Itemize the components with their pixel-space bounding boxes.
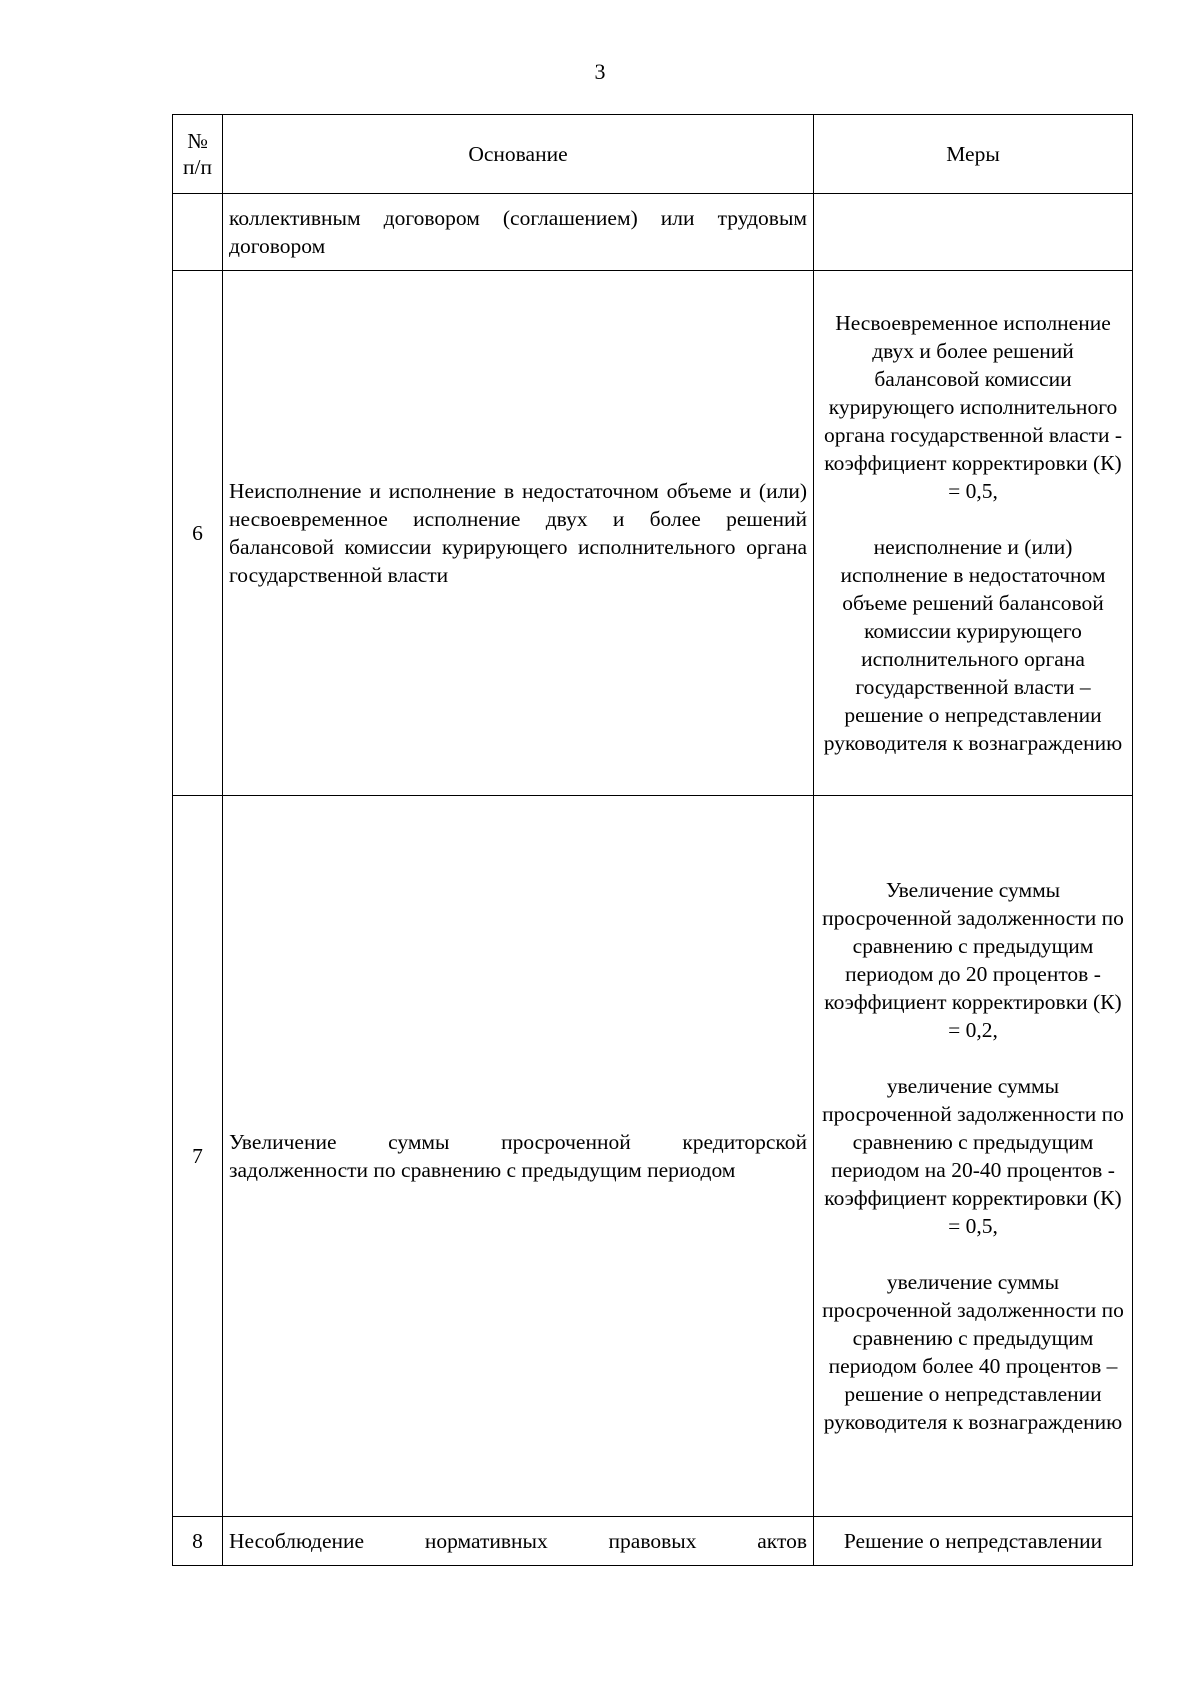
row-measures [814,271,1133,796]
table-row [173,271,1133,796]
row-basis: Несоблюдение нормативных правовых актов [229,1529,807,1553]
measure-item: увеличение суммы просроченной задолженности по сравнению с предыдущим периодом на 20-40 процентов - коэффициент корректировки (К) = 0,5, [822,1074,1124,1238]
header-num: № п/п [173,115,223,194]
row-basis: Увеличение суммы просроченной кредиторской задолженности по сравнению с предыдущим периодом [223,796,814,1517]
row-measures [814,194,1133,271]
table-row [173,194,1133,271]
header-basis: Основание [223,115,814,194]
row-basis: коллективным договором (соглашением) или трудовым договором [223,194,814,271]
measure-item: неисполнение и (или) исполнение в недостаточном объеме решений балансовой комиссии курирующего исполнительного органа государственной власти – решение о непредставлении руководителя к вознаграждению [823,535,1123,755]
measures-table [172,114,1133,1566]
measure-item: Решение о непредставлении [843,1529,1103,1553]
table-header-row [173,115,1133,194]
page-number: 3 [594,59,606,84]
row-number: 7 [173,796,223,1517]
header-measures: Меры [814,115,1133,194]
row-number: 6 [173,271,223,796]
row-measures [814,1517,1133,1566]
row-measures [814,796,1133,1517]
row-number: 8 [173,1517,223,1566]
row-basis: Неисполнение и исполнение в недостаточном объеме и (или) несвоевременное исполнение двух и более решений балансовой комиссии курирующего исполнительного органа государственной власти [223,271,814,796]
measure-item: Несвоевременное исполнение двух и более решений балансовой комиссии курирующего исполнительного органа государственной власти - коэффициент корректировки (К) = 0,5, [823,311,1122,503]
table-row [173,1517,1133,1566]
row-number [173,194,223,271]
table-row [173,796,1133,1517]
row-basis-cell [223,1517,814,1566]
measure-item: увеличение суммы просроченной задолженности по сравнению с предыдущим периодом более 40 процентов – решение о непредставлении руководителя к вознаграждению [822,1270,1124,1434]
measure-item: Увеличение суммы просроченной задолженности по сравнению с предыдущим периодом до 20 процентов - коэффициент корректировки (К) = 0,2, [822,878,1124,1042]
